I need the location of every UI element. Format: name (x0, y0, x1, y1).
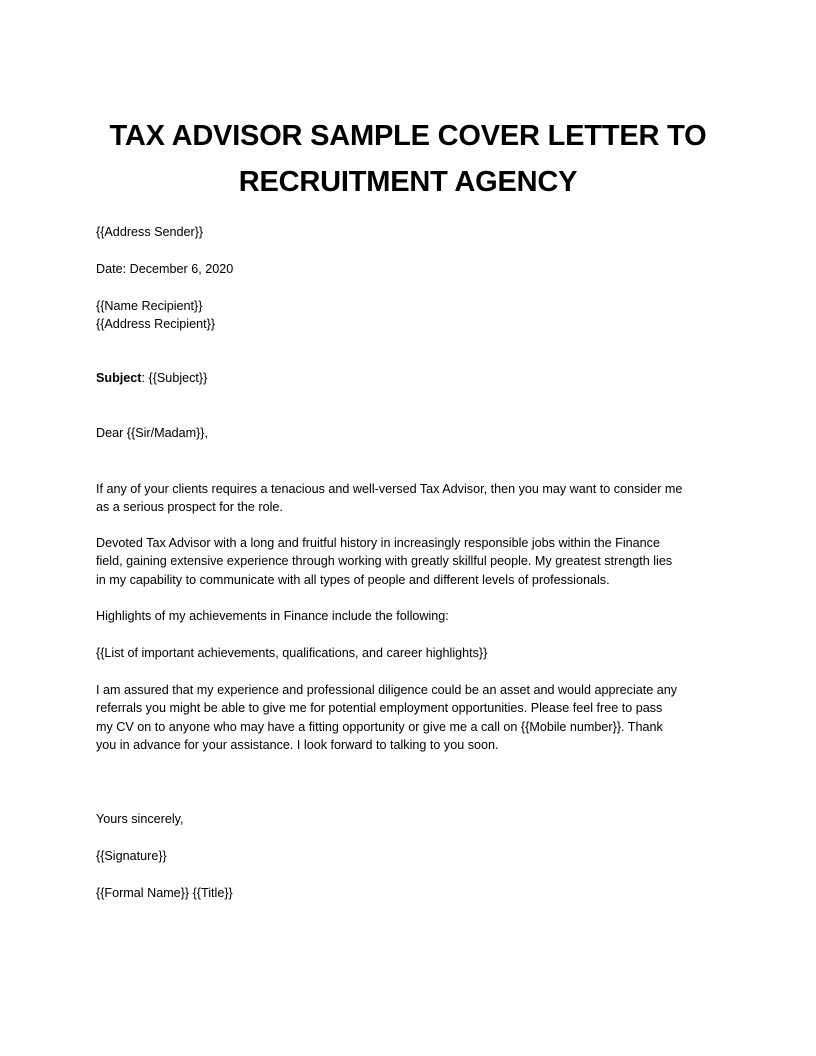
paragraph-3-text: Highlights of my achievements in Finance include the following: (96, 609, 449, 623)
salutation-text: Dear {{Sir/Madam}}, (96, 426, 209, 440)
closing (96, 810, 736, 828)
document-title (60, 113, 756, 205)
letter-date-text: Date: December 6, 2020 (96, 262, 234, 276)
subject-line (96, 369, 736, 387)
signature (96, 847, 736, 865)
paragraph-5 (96, 681, 736, 754)
salutation (96, 424, 736, 442)
sender-address-text: {{Address Sender}} (96, 225, 204, 239)
closing-text: Yours sincerely, (96, 812, 184, 826)
paragraph-1-line-1: If any of your clients requires a tenacious and well-versed Tax Advisor, then you may want to consider me (96, 482, 683, 496)
title-line-1: TAX ADVISOR SAMPLE COVER LETTER TO (109, 120, 707, 152)
paragraph-1 (96, 480, 736, 517)
subject-text (96, 369, 736, 387)
recipient-address: {{Address Recipient}} (96, 317, 216, 332)
paragraph-1-line-2: as a serious prospect for the role. (96, 500, 283, 515)
paragraph-4-text: {{List of important achievements, qualifications, and career highlights}} (96, 646, 488, 660)
title-line-2: RECRUITMENT AGENCY (238, 166, 578, 198)
paragraph-4 (96, 644, 736, 662)
subject-label: Subject (96, 371, 142, 385)
letter-date (96, 260, 736, 278)
paragraph-2-line-3: in my capability to communicate with all types of people and different levels of professionals. (96, 572, 610, 587)
signature-text: {{Signature}} (96, 849, 167, 863)
formal-name-title-text: {{Formal Name}} {{Title}} (96, 886, 233, 900)
paragraph-5-line-1: I am assured that my experience and professional diligence could be an asset and would appreciate any (96, 683, 678, 697)
paragraph-2 (96, 534, 736, 589)
paragraph-5-line-3: my CV on to anyone who may have a fitting opportunity or give me a call on {{Mobile number}}. Thank (96, 719, 663, 734)
paragraph-5-line-2: referrals you might be able to give me for potential employment opportunities. Please feel free to pass (96, 701, 663, 716)
paragraph-5-line-4: you in advance for your assistance. I look forward to talking to you soon. (96, 737, 499, 752)
recipient-name: {{Name Recipient}} (96, 299, 203, 313)
subject-value: : {{Subject}} (141, 371, 208, 385)
paragraph-3 (96, 607, 736, 625)
formal-name-title (96, 884, 736, 902)
paragraph-2-line-2: field, gaining extensive experience through working with greatly skillful people. My greatest strength lies (96, 554, 673, 569)
recipient-block (96, 297, 736, 334)
paragraph-2-line-1: Devoted Tax Advisor with a long and fruitful history in increasingly responsible jobs within the Finance (96, 536, 660, 550)
sender-address (96, 223, 736, 241)
